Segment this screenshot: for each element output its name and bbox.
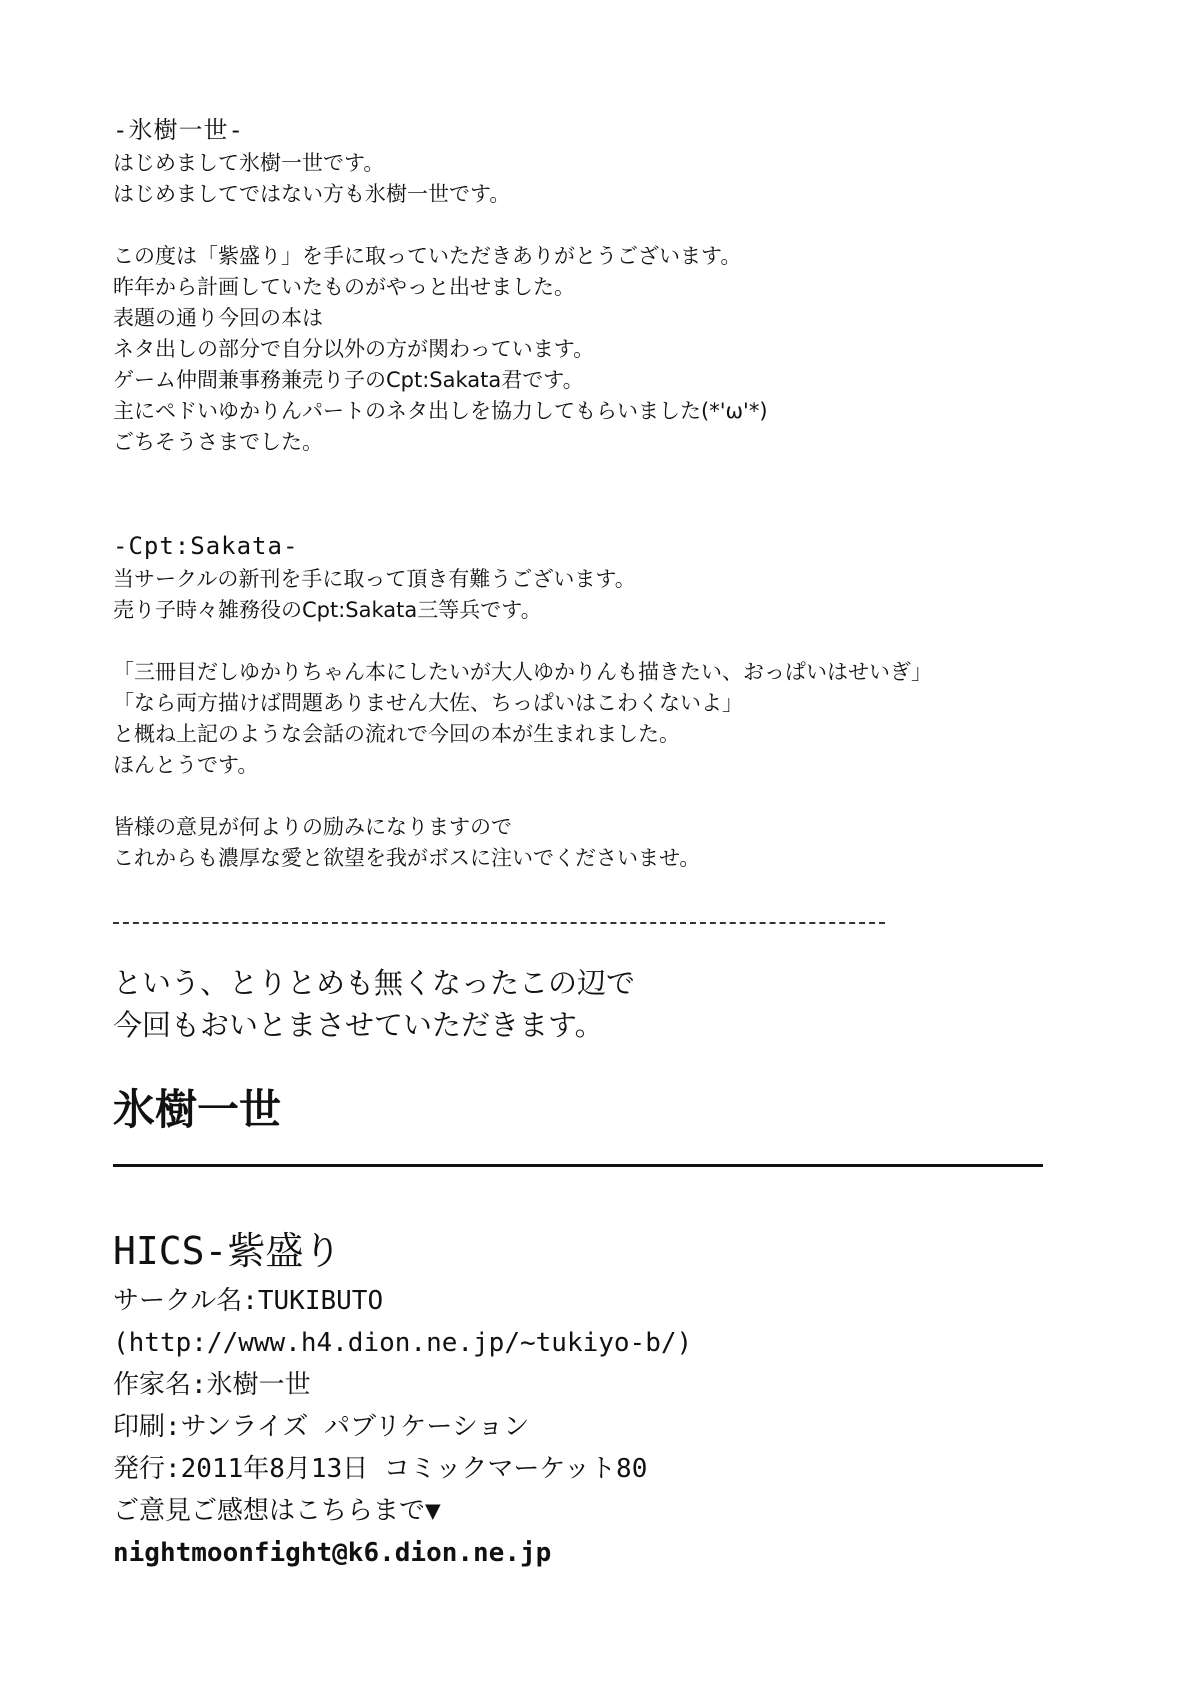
assistant-note-blank — [113, 626, 932, 657]
author-note-line: ネタ出しの部分で自分以外の方が関わっています。 — [113, 337, 595, 361]
assistant-note-line: 皆様の意見が何よりの励みになりますので — [113, 815, 512, 839]
author-note-line: ゲーム仲間兼事務兼売り子のCpt:Sakata君です。 — [113, 368, 584, 392]
closing-line: 今回もおいとまさせていただきます。 — [113, 1008, 604, 1042]
assistant-note-line: ほんとうです。 — [113, 753, 259, 777]
assistant-note-line: と概ね上記のような会話の流れで今回の本が生まれました。 — [113, 722, 680, 746]
feedback-prompt: ご意見ご感想はこちらまで▼ — [113, 1496, 441, 1526]
author-note-line: 表題の通り今回の本は — [113, 306, 323, 330]
publication-info: 発行:2011年8月13日 コミックマーケット80 — [113, 1454, 648, 1484]
author-note-line: はじめましてではない方も氷樹一世です。 — [113, 182, 511, 206]
author-note-blank — [113, 210, 768, 241]
assistant-note-line: 売り子時々雑務役のCpt:Sakata三等兵です。 — [113, 598, 542, 622]
author-note-line: ごちそうさまでした。 — [113, 430, 323, 454]
closing-line: という、とりとめも無くなったこの辺で — [113, 966, 636, 1000]
author-note-line: 主にペドいゆかりんパートのネタ出しを協力してもらいました(*'ω'*) — [113, 399, 768, 423]
circle-url: (http://www.h4.dion.ne.jp/~tukiyo-b/) — [113, 1328, 693, 1358]
colophon — [113, 1222, 692, 1574]
author-note — [113, 112, 768, 458]
closing-message — [113, 962, 635, 1046]
assistant-note-line: 当サークルの新刊を手に取って頂き有難うございます。 — [113, 567, 636, 591]
assistant-note-line: これからも濃厚な愛と欲望を我がボスに注いでくださいませ。 — [113, 846, 701, 870]
assistant-note-heading: -Cpt:Sakata- — [113, 532, 299, 560]
author-note-line: この度は「紫盛り」を手に取っていただきありがとうございます。 — [113, 244, 742, 268]
assistant-note-line: 「三冊目だしゆかりちゃん本にしたいが大人ゆかりんも描きたい、おっぱいはせいぎ」 — [113, 660, 932, 684]
dashed-divider — [113, 922, 885, 924]
solid-divider — [113, 1164, 1043, 1167]
author-name: 作家名:氷樹一世 — [113, 1370, 311, 1400]
assistant-note-blank — [113, 781, 932, 812]
assistant-note — [113, 528, 932, 874]
book-title: HICS-紫盛り — [113, 1229, 342, 1273]
assistant-note-line: 「なら両方描けば問題ありません大佐、ちっぱいはこわくないよ」 — [113, 691, 743, 715]
contact-email: nightmoonfight@k6.dion.ne.jp — [113, 1538, 552, 1568]
author-note-line: はじめまして氷樹一世です。 — [113, 151, 385, 175]
signature: 氷樹一世 — [113, 1085, 282, 1134]
author-note-heading: -氷樹一世- — [113, 116, 244, 144]
circle-name: サークル名:TUKIBUTO — [113, 1286, 384, 1316]
author-note-line: 昨年から計画していたものがやっと出せました。 — [113, 275, 575, 299]
printer-name: 印刷:サンライズ パブリケーション — [113, 1412, 530, 1442]
